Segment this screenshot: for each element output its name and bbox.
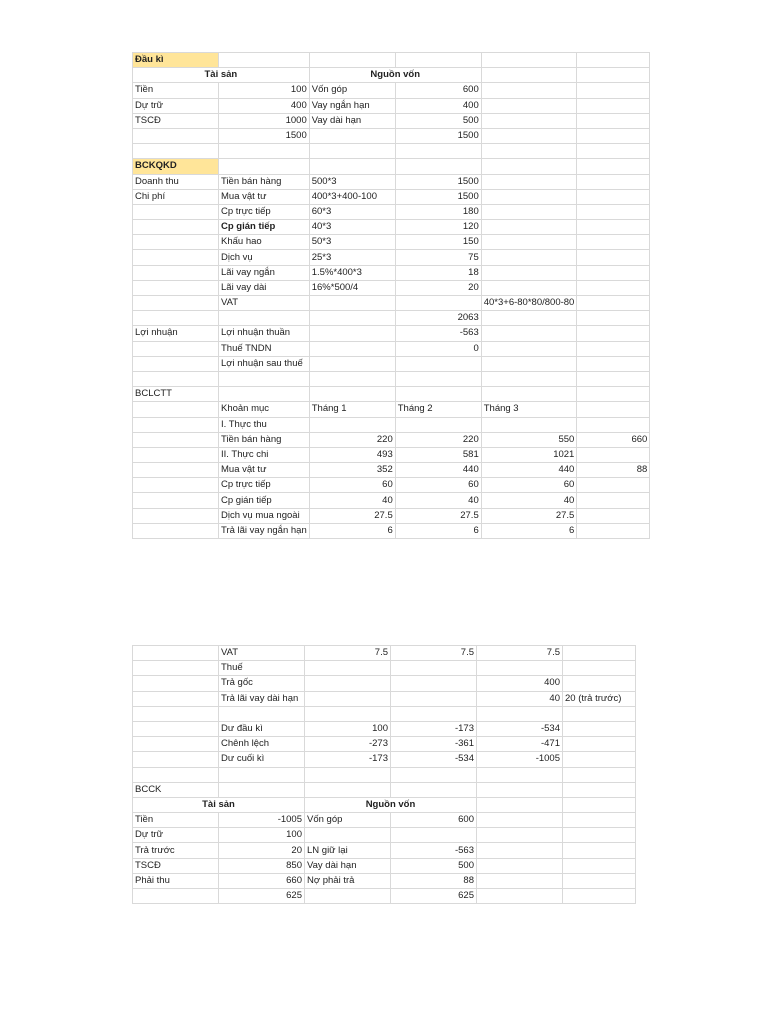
table-row — [133, 478, 650, 493]
table-row — [133, 463, 650, 478]
cell[interactable]: Mua vật tư — [219, 463, 310, 478]
table-row — [133, 813, 636, 828]
cell[interactable]: 150 — [395, 235, 481, 250]
table-row — [133, 174, 650, 189]
nguon-von-header[interactable]: Nguồn vốn — [309, 68, 481, 83]
cell[interactable]: 60*3 — [309, 204, 395, 219]
cell[interactable]: 1.5%*400*3 — [309, 265, 395, 280]
cell[interactable]: Thuế TNDN — [219, 341, 310, 356]
cell[interactable]: 493 — [309, 447, 395, 462]
cell[interactable]: Cp trực tiếp — [219, 478, 310, 493]
cell[interactable]: 400 — [477, 676, 563, 691]
cell[interactable] — [577, 508, 650, 523]
cell[interactable] — [133, 220, 219, 235]
cell[interactable]: Cp trực tiếp — [219, 204, 310, 219]
cell[interactable] — [133, 280, 219, 295]
cell[interactable] — [577, 417, 650, 432]
cell[interactable]: 440 — [395, 463, 481, 478]
cell[interactable]: Vay dài hạn — [309, 113, 395, 128]
cell[interactable]: 50*3 — [309, 235, 395, 250]
vat-label[interactable]: VAT — [219, 296, 310, 311]
cell[interactable]: 7.5 — [391, 646, 477, 661]
column-header[interactable]: Tháng 1 — [309, 402, 395, 417]
cell[interactable] — [133, 250, 219, 265]
empty-row — [133, 706, 636, 721]
table-row — [133, 523, 650, 538]
cell[interactable]: Dịch vụ mua ngoài — [219, 508, 310, 523]
cell[interactable]: 6 — [481, 523, 577, 538]
cell[interactable]: 27.5 — [309, 508, 395, 523]
cell[interactable]: Dự trữ — [133, 98, 219, 113]
cell[interactable] — [395, 356, 481, 371]
cell[interactable]: 20 (trả trước) — [563, 691, 636, 706]
cell[interactable]: -1005 — [477, 752, 563, 767]
cell[interactable]: 18 — [395, 265, 481, 280]
cell[interactable]: Tiền bán hàng — [219, 432, 310, 447]
table-row — [133, 721, 636, 736]
cell[interactable]: 1500 — [395, 189, 481, 204]
table-row — [133, 417, 650, 432]
cell[interactable]: 220 — [309, 432, 395, 447]
cell[interactable]: 220 — [395, 432, 481, 447]
cell[interactable]: LN giữ lại — [305, 843, 391, 858]
cell[interactable]: 400 — [219, 98, 310, 113]
cell[interactable]: -471 — [477, 737, 563, 752]
bclctt-title-row — [133, 387, 650, 402]
cell[interactable]: 60 — [309, 478, 395, 493]
cell[interactable]: 27.5 — [395, 508, 481, 523]
table-row — [133, 873, 636, 888]
cell[interactable]: 1021 — [481, 447, 577, 462]
column-header[interactable]: Tháng 3 — [481, 402, 577, 417]
cell[interactable]: Vốn góp — [309, 83, 395, 98]
table-row — [133, 858, 636, 873]
dau-ki-title-row — [133, 53, 650, 68]
cell[interactable]: 500*3 — [309, 174, 395, 189]
cell[interactable] — [133, 235, 219, 250]
dau-ki-title[interactable]: Đầu kì — [133, 53, 219, 68]
cell[interactable]: 100 — [305, 721, 391, 736]
bckqkd-total[interactable]: 2063 — [395, 311, 481, 326]
cell[interactable] — [577, 523, 650, 538]
cell[interactable]: Trả lãi vay ngắn hạn — [219, 523, 310, 538]
cell[interactable]: II. Thực chi — [219, 447, 310, 462]
cell[interactable]: 40 — [477, 691, 563, 706]
cell[interactable]: -273 — [305, 737, 391, 752]
table-row — [133, 447, 650, 462]
table-row — [133, 432, 650, 447]
cell[interactable] — [133, 356, 219, 371]
empty-row — [133, 144, 650, 159]
table-row — [133, 235, 650, 250]
cell[interactable] — [391, 676, 477, 691]
cell[interactable] — [309, 128, 395, 143]
cell[interactable]: -173 — [391, 721, 477, 736]
cell[interactable] — [477, 661, 563, 676]
bckqkd-title[interactable]: BCKQKD — [133, 159, 219, 174]
cell[interactable] — [133, 341, 219, 356]
column-header[interactable]: Khoản mục — [219, 402, 310, 417]
cell[interactable]: Vay dài hạn — [305, 858, 391, 873]
cell[interactable]: Khấu hao — [219, 235, 310, 250]
cell[interactable] — [481, 417, 577, 432]
cell[interactable]: -173 — [305, 752, 391, 767]
cell[interactable]: 20 — [219, 843, 305, 858]
cell[interactable]: Dự trữ — [133, 828, 219, 843]
table-row — [133, 83, 650, 98]
cell[interactable] — [577, 447, 650, 462]
cell[interactable] — [305, 828, 391, 843]
bckqkd-title-row — [133, 159, 650, 174]
cell[interactable] — [133, 265, 219, 280]
cell[interactable]: 6 — [395, 523, 481, 538]
cell[interactable]: 7.5 — [305, 646, 391, 661]
cell[interactable]: -1005 — [219, 813, 305, 828]
cell[interactable]: Mua vật tư — [219, 189, 310, 204]
table-row — [133, 691, 636, 706]
cell[interactable]: 400*3+400-100 — [309, 189, 395, 204]
table-row — [133, 204, 650, 219]
cell[interactable]: 6 — [309, 523, 395, 538]
cell[interactable]: 625 — [219, 889, 305, 904]
table-row — [133, 98, 650, 113]
dau-ki-header-row — [133, 68, 650, 83]
cell[interactable] — [133, 204, 219, 219]
table-row — [133, 493, 650, 508]
cell[interactable]: TSCĐ — [133, 113, 219, 128]
nguon-von-header[interactable]: Nguồn vốn — [305, 797, 477, 812]
dau-ki-total-row — [133, 128, 650, 143]
cell[interactable]: -534 — [391, 752, 477, 767]
table-row — [133, 646, 636, 661]
cell[interactable] — [305, 661, 391, 676]
cell[interactable]: 440 — [481, 463, 577, 478]
cell[interactable]: 40 — [481, 493, 577, 508]
cell[interactable]: 60 — [395, 478, 481, 493]
table-row — [133, 265, 650, 280]
cell[interactable] — [563, 676, 636, 691]
table-row — [133, 752, 636, 767]
bcck-title-row — [133, 782, 636, 797]
cell[interactable]: VAT — [219, 646, 305, 661]
cell[interactable]: Chênh lệch — [219, 737, 305, 752]
table-row — [133, 828, 636, 843]
cell[interactable] — [391, 661, 477, 676]
cell[interactable]: Chi phí — [133, 189, 219, 204]
table-row — [133, 843, 636, 858]
cell[interactable]: Lãi vay dài — [219, 280, 310, 295]
cell[interactable] — [395, 417, 481, 432]
cell[interactable]: -563 — [391, 843, 477, 858]
cell[interactable]: Vốn góp — [305, 813, 391, 828]
cell[interactable]: -361 — [391, 737, 477, 752]
cell[interactable]: 120 — [395, 220, 481, 235]
cell[interactable] — [391, 828, 477, 843]
cell[interactable] — [577, 493, 650, 508]
cell[interactable]: 100 — [219, 83, 310, 98]
bcck-total-row — [133, 889, 636, 904]
cell[interactable] — [563, 646, 636, 661]
cell[interactable]: 180 — [395, 204, 481, 219]
cell[interactable]: Doanh thu — [133, 174, 219, 189]
cell[interactable] — [305, 676, 391, 691]
cell[interactable] — [391, 691, 477, 706]
bclctt-header-row — [133, 402, 650, 417]
cell[interactable]: 7.5 — [477, 646, 563, 661]
cell[interactable]: 75 — [395, 250, 481, 265]
cell[interactable]: 850 — [219, 858, 305, 873]
table-row — [133, 189, 650, 204]
cell[interactable]: 660 — [577, 432, 650, 447]
cell[interactable]: TSCĐ — [133, 858, 219, 873]
cell[interactable]: 500 — [395, 113, 481, 128]
cell[interactable]: 1500 — [395, 128, 481, 143]
cell[interactable]: Cp gián tiếp — [219, 493, 310, 508]
cell[interactable] — [563, 661, 636, 676]
cell[interactable]: 20 — [395, 280, 481, 295]
cell[interactable]: 0 — [395, 341, 481, 356]
cell[interactable]: 100 — [219, 828, 305, 843]
cell[interactable]: Dư đầu kì — [219, 721, 305, 736]
cell[interactable]: 16%*500/4 — [309, 280, 395, 295]
cell[interactable]: 25*3 — [309, 250, 395, 265]
spreadsheet-page-2 — [132, 645, 636, 904]
empty-row — [133, 371, 650, 386]
cell[interactable]: 600 — [395, 83, 481, 98]
cell[interactable]: Tiền bán hàng — [219, 174, 310, 189]
cell[interactable]: -563 — [395, 326, 481, 341]
cell[interactable]: 40*3 — [309, 220, 395, 235]
table-row — [133, 250, 650, 265]
table-row — [133, 220, 650, 235]
table-row — [133, 341, 650, 356]
cell[interactable] — [133, 889, 219, 904]
cell[interactable]: 600 — [391, 813, 477, 828]
cell[interactable]: -534 — [477, 721, 563, 736]
bckqkd-total-row — [133, 311, 650, 326]
cell[interactable]: 581 — [395, 447, 481, 462]
bcck-header-row — [133, 797, 636, 812]
cell[interactable]: Lãi vay ngắn — [219, 265, 310, 280]
cell[interactable]: Tiền — [133, 813, 219, 828]
cell[interactable]: Dư cuối kì — [219, 752, 305, 767]
cell[interactable]: 1500 — [219, 128, 310, 143]
cell[interactable]: 40 — [309, 493, 395, 508]
cell[interactable]: Tiền — [133, 83, 219, 98]
cell[interactable]: Vay ngắn hạn — [309, 98, 395, 113]
cell[interactable]: Lợi nhuận — [133, 326, 219, 341]
cell[interactable]: 500 — [391, 858, 477, 873]
table-row — [133, 661, 636, 676]
cell[interactable] — [133, 128, 219, 143]
cell[interactable]: 352 — [309, 463, 395, 478]
cell[interactable]: Lợi nhuận sau thuế — [219, 356, 310, 371]
cell[interactable] — [305, 691, 391, 706]
empty-row — [133, 767, 636, 782]
bclctt-title[interactable]: BCLCTT — [133, 387, 219, 402]
cell[interactable]: Trả lãi vay dài hạn — [219, 691, 305, 706]
cell[interactable]: 400 — [395, 98, 481, 113]
vat-row — [133, 296, 650, 311]
cell[interactable]: 60 — [481, 478, 577, 493]
cell[interactable]: Nợ phải trả — [305, 873, 391, 888]
table-row — [133, 356, 650, 371]
tai-san-header[interactable]: Tài sản — [133, 797, 305, 812]
cell[interactable]: 550 — [481, 432, 577, 447]
spreadsheet-page-1 — [132, 52, 650, 539]
table-row — [133, 113, 650, 128]
cell[interactable] — [305, 889, 391, 904]
cell[interactable]: 40 — [395, 493, 481, 508]
cell[interactable]: 625 — [391, 889, 477, 904]
cell[interactable]: I. Thực thu — [219, 417, 310, 432]
cell[interactable] — [309, 417, 395, 432]
cell[interactable]: Phải thu — [133, 873, 219, 888]
table-row — [133, 676, 636, 691]
column-header[interactable]: Tháng 2 — [395, 402, 481, 417]
cell[interactable]: Cp gián tiếp — [219, 220, 310, 235]
vat-note[interactable]: 40*3+6-80*80/800-80 — [481, 296, 577, 311]
cell[interactable]: Trả trước — [133, 843, 219, 858]
cell[interactable]: Dịch vụ — [219, 250, 310, 265]
cell[interactable]: 88 — [391, 873, 477, 888]
cell[interactable]: Trả gốc — [219, 676, 305, 691]
cell[interactable]: 27.5 — [481, 508, 577, 523]
table-row — [133, 326, 650, 341]
cell[interactable] — [577, 478, 650, 493]
bcck-title[interactable]: BCCK — [133, 782, 219, 797]
tai-san-header[interactable]: Tài sản — [133, 68, 310, 83]
cell[interactable]: 1000 — [219, 113, 310, 128]
cell[interactable]: 88 — [577, 463, 650, 478]
table-row — [133, 737, 636, 752]
table-row — [133, 280, 650, 295]
cell[interactable]: 660 — [219, 873, 305, 888]
cell[interactable]: Thuế — [219, 661, 305, 676]
cell[interactable]: 1500 — [395, 174, 481, 189]
cell[interactable]: Lợi nhuận thuần — [219, 326, 310, 341]
table-row — [133, 508, 650, 523]
